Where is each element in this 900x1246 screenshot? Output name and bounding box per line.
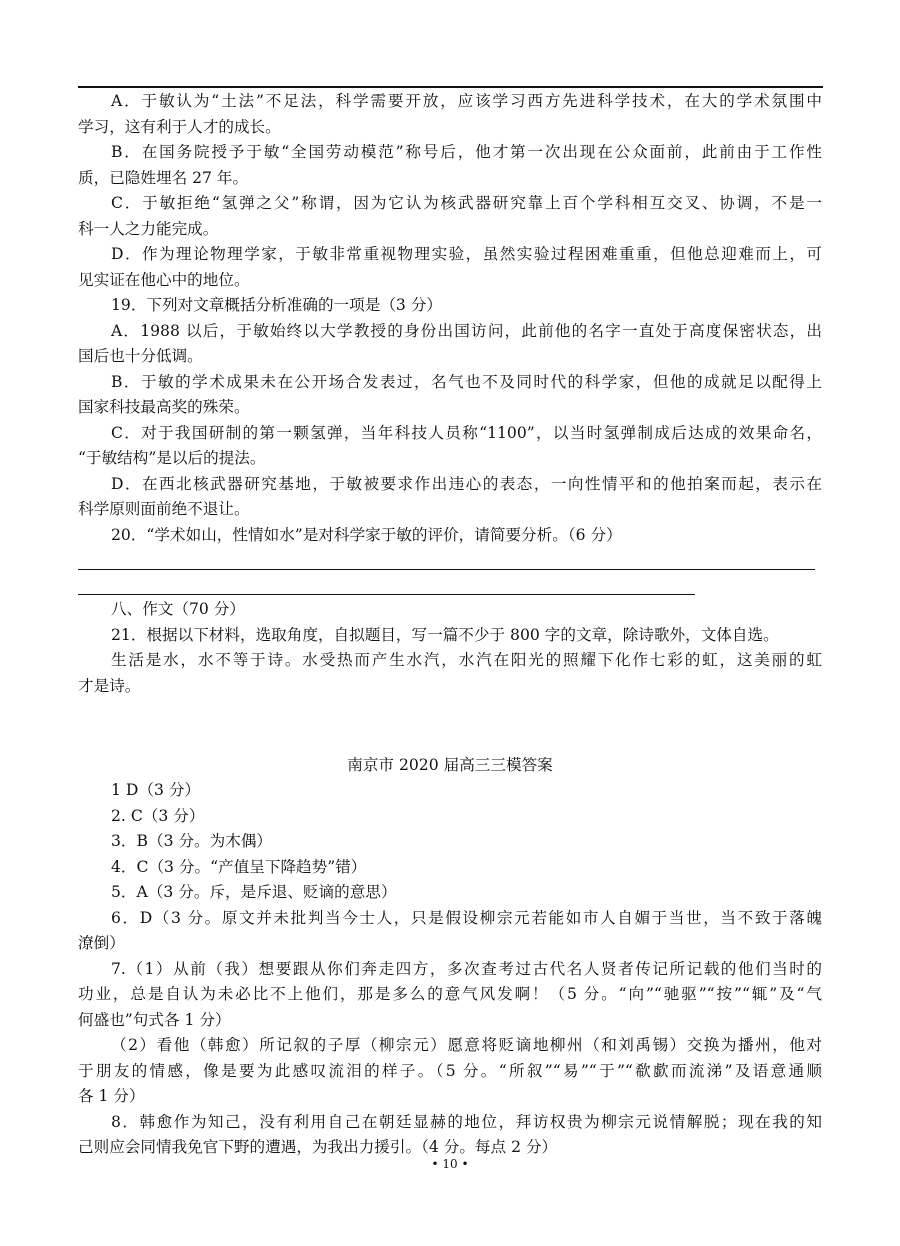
paragraph (78, 623, 822, 649)
text-line: 7.（1）从前（我）想要跟从你们奔走四方，多次查考过古代名人贤者传记所记载的他们当时的 (111, 959, 822, 978)
text-line: 19．下列对文章概括分析准确的一项是（3 分） (111, 296, 443, 314)
paragraph (78, 648, 822, 699)
paragraph (78, 829, 822, 855)
text-line: 3．B（3 分。为木偶） (111, 832, 273, 850)
text-line: 八、作文（70 分） (111, 600, 245, 618)
text-line: 20．“学术如山，性情如水”是对科学家于敏的评价，请简要分析。（6 分） (111, 525, 622, 544)
text-line: 功业，总是自认为未必比不上他们，那是多么的意气风发啊！（5 分。“向”“驰驱”“按”“辄”及“气 (78, 985, 822, 1003)
answers-title: 南京市 2020 届高三三模答案 (347, 756, 553, 774)
text-line: 科学原则面前绝不退让。 (78, 500, 250, 518)
text-line: 见实证在他心中的地位。 (78, 270, 250, 289)
text-line: 2. C（3 分） (111, 806, 205, 825)
text-line: 潦倒） (78, 934, 125, 952)
text-line: 学习，这有利于人才的成长。 (78, 117, 281, 136)
page-number: • 10 • (431, 1157, 469, 1171)
text-line: A．于敏认为“土法”不足法，科学需要开放，应该学习西方先进科学技术，在大的学术氛围中 (111, 92, 822, 110)
text-line: 国家科技最高奖的殊荣。 (78, 398, 250, 416)
paragraph (78, 957, 822, 1034)
paragraph (78, 472, 822, 523)
paragraph (78, 370, 822, 421)
text-line: B．于敏的学术成果未在公开场合发表过，名气也不及同时代的科学家，但他的成就足以配得上 (111, 372, 822, 391)
paragraph (78, 421, 822, 472)
text-line: D．在西北核武器研究基地，于敏被要求作出违心的表态，一向性情平和的他拍案而起，表示在 (111, 474, 822, 493)
text-line: C．于敏拒绝“氢弹之父”称谓，因为它认为核武器研究靠上百个学科相互交叉、协调，不是一 (111, 194, 822, 212)
paragraph (78, 191, 822, 242)
text-line: 5．A（3 分。斥，是斥退、贬谪的意思） (111, 883, 397, 901)
answer-line (78, 569, 815, 570)
text-line: 21．根据以下材料，选取角度，自拟题目，写一篇不少于 800 字的文章，除诗歌外，文体自选。 (111, 625, 779, 644)
answer-line (78, 594, 695, 595)
paragraph (78, 778, 822, 804)
text-line: 己则应会同情我免官下野的遭遇，为我出力援引。（4 分。每点 2 分） (78, 1138, 558, 1156)
text-line: “于敏结构”是以后的提法。 (78, 449, 266, 467)
answers-section (78, 778, 822, 1161)
text-line: 各 1 分） (78, 1087, 145, 1105)
text-line: 何盛也”句式各 1 分） (78, 1010, 231, 1029)
paragraph (78, 1110, 822, 1161)
text-line: 国后也十分低调。 (78, 347, 203, 365)
paragraph (78, 597, 822, 623)
text-line: 质，已隐姓埋名 27 年。 (78, 168, 249, 187)
text-line: 于朋友的情感，像是要为此感叹流泪的样子。（5 分。“所叙”“易”“于”“欷歔而流涕”及语意通顺 (78, 1061, 822, 1080)
paragraph (78, 140, 822, 191)
top-rule (78, 86, 823, 88)
text-line: D．作为理论物理学家，于敏非常重视物理实验，虽然实验过程困难重重，但他总迎难而上，可 (111, 245, 822, 263)
paragraph (78, 523, 822, 549)
paragraph (78, 242, 822, 293)
paragraph (78, 319, 822, 370)
text-line: （2）看他（韩愈）所记叙的子厚（柳宗元）愿意将贬谪地柳州（和刘禹锡）交换为播州，他对 (111, 1036, 822, 1054)
text-line: C．对于我国研制的第一颗氢弹，当年科技人员称“1100”，以当时氢弹制成后达成的效果命名， (111, 423, 822, 442)
text-line: 4．C（3 分。“产值呈下降趋势”错） (111, 857, 367, 876)
text-line: 才是诗。 (78, 676, 141, 695)
text-line: 科一人之力能完成。 (78, 219, 219, 238)
text-line: B．在国务院授予于敏“全国劳动模范”称号后，他才第一次出现在公众面前，此前由于工作性 (111, 143, 822, 161)
paragraph (78, 1033, 822, 1110)
text-line: 8．韩愈作为知己，没有利用自己在朝廷显赫的地位，拜访权贵为柳宗元说情解脱；现在我的知 (111, 1112, 822, 1131)
essay-section (78, 597, 822, 699)
paragraph (78, 89, 822, 140)
text-line: 6．D（3 分。原文并未批判当今士人，只是假设柳宗元若能如市人自媚于当世，当不致于落魄 (111, 908, 822, 927)
text-line: 1 D（3 分） (111, 781, 201, 799)
paragraph (78, 293, 822, 319)
paragraph (78, 906, 822, 957)
text-line: 生活是水，水不等于诗。水受热而产生水汽，水汽在阳光的照耀下化作七彩的虹，这美丽的虹 (111, 651, 822, 669)
question-options-section (78, 89, 822, 548)
paragraph (78, 880, 822, 906)
paragraph (78, 804, 822, 830)
text-line: A．1988 以后，于敏始终以大学教授的身份出国访问，此前他的名字一直处于高度保密状态，出 (111, 321, 822, 340)
paragraph (78, 855, 822, 881)
